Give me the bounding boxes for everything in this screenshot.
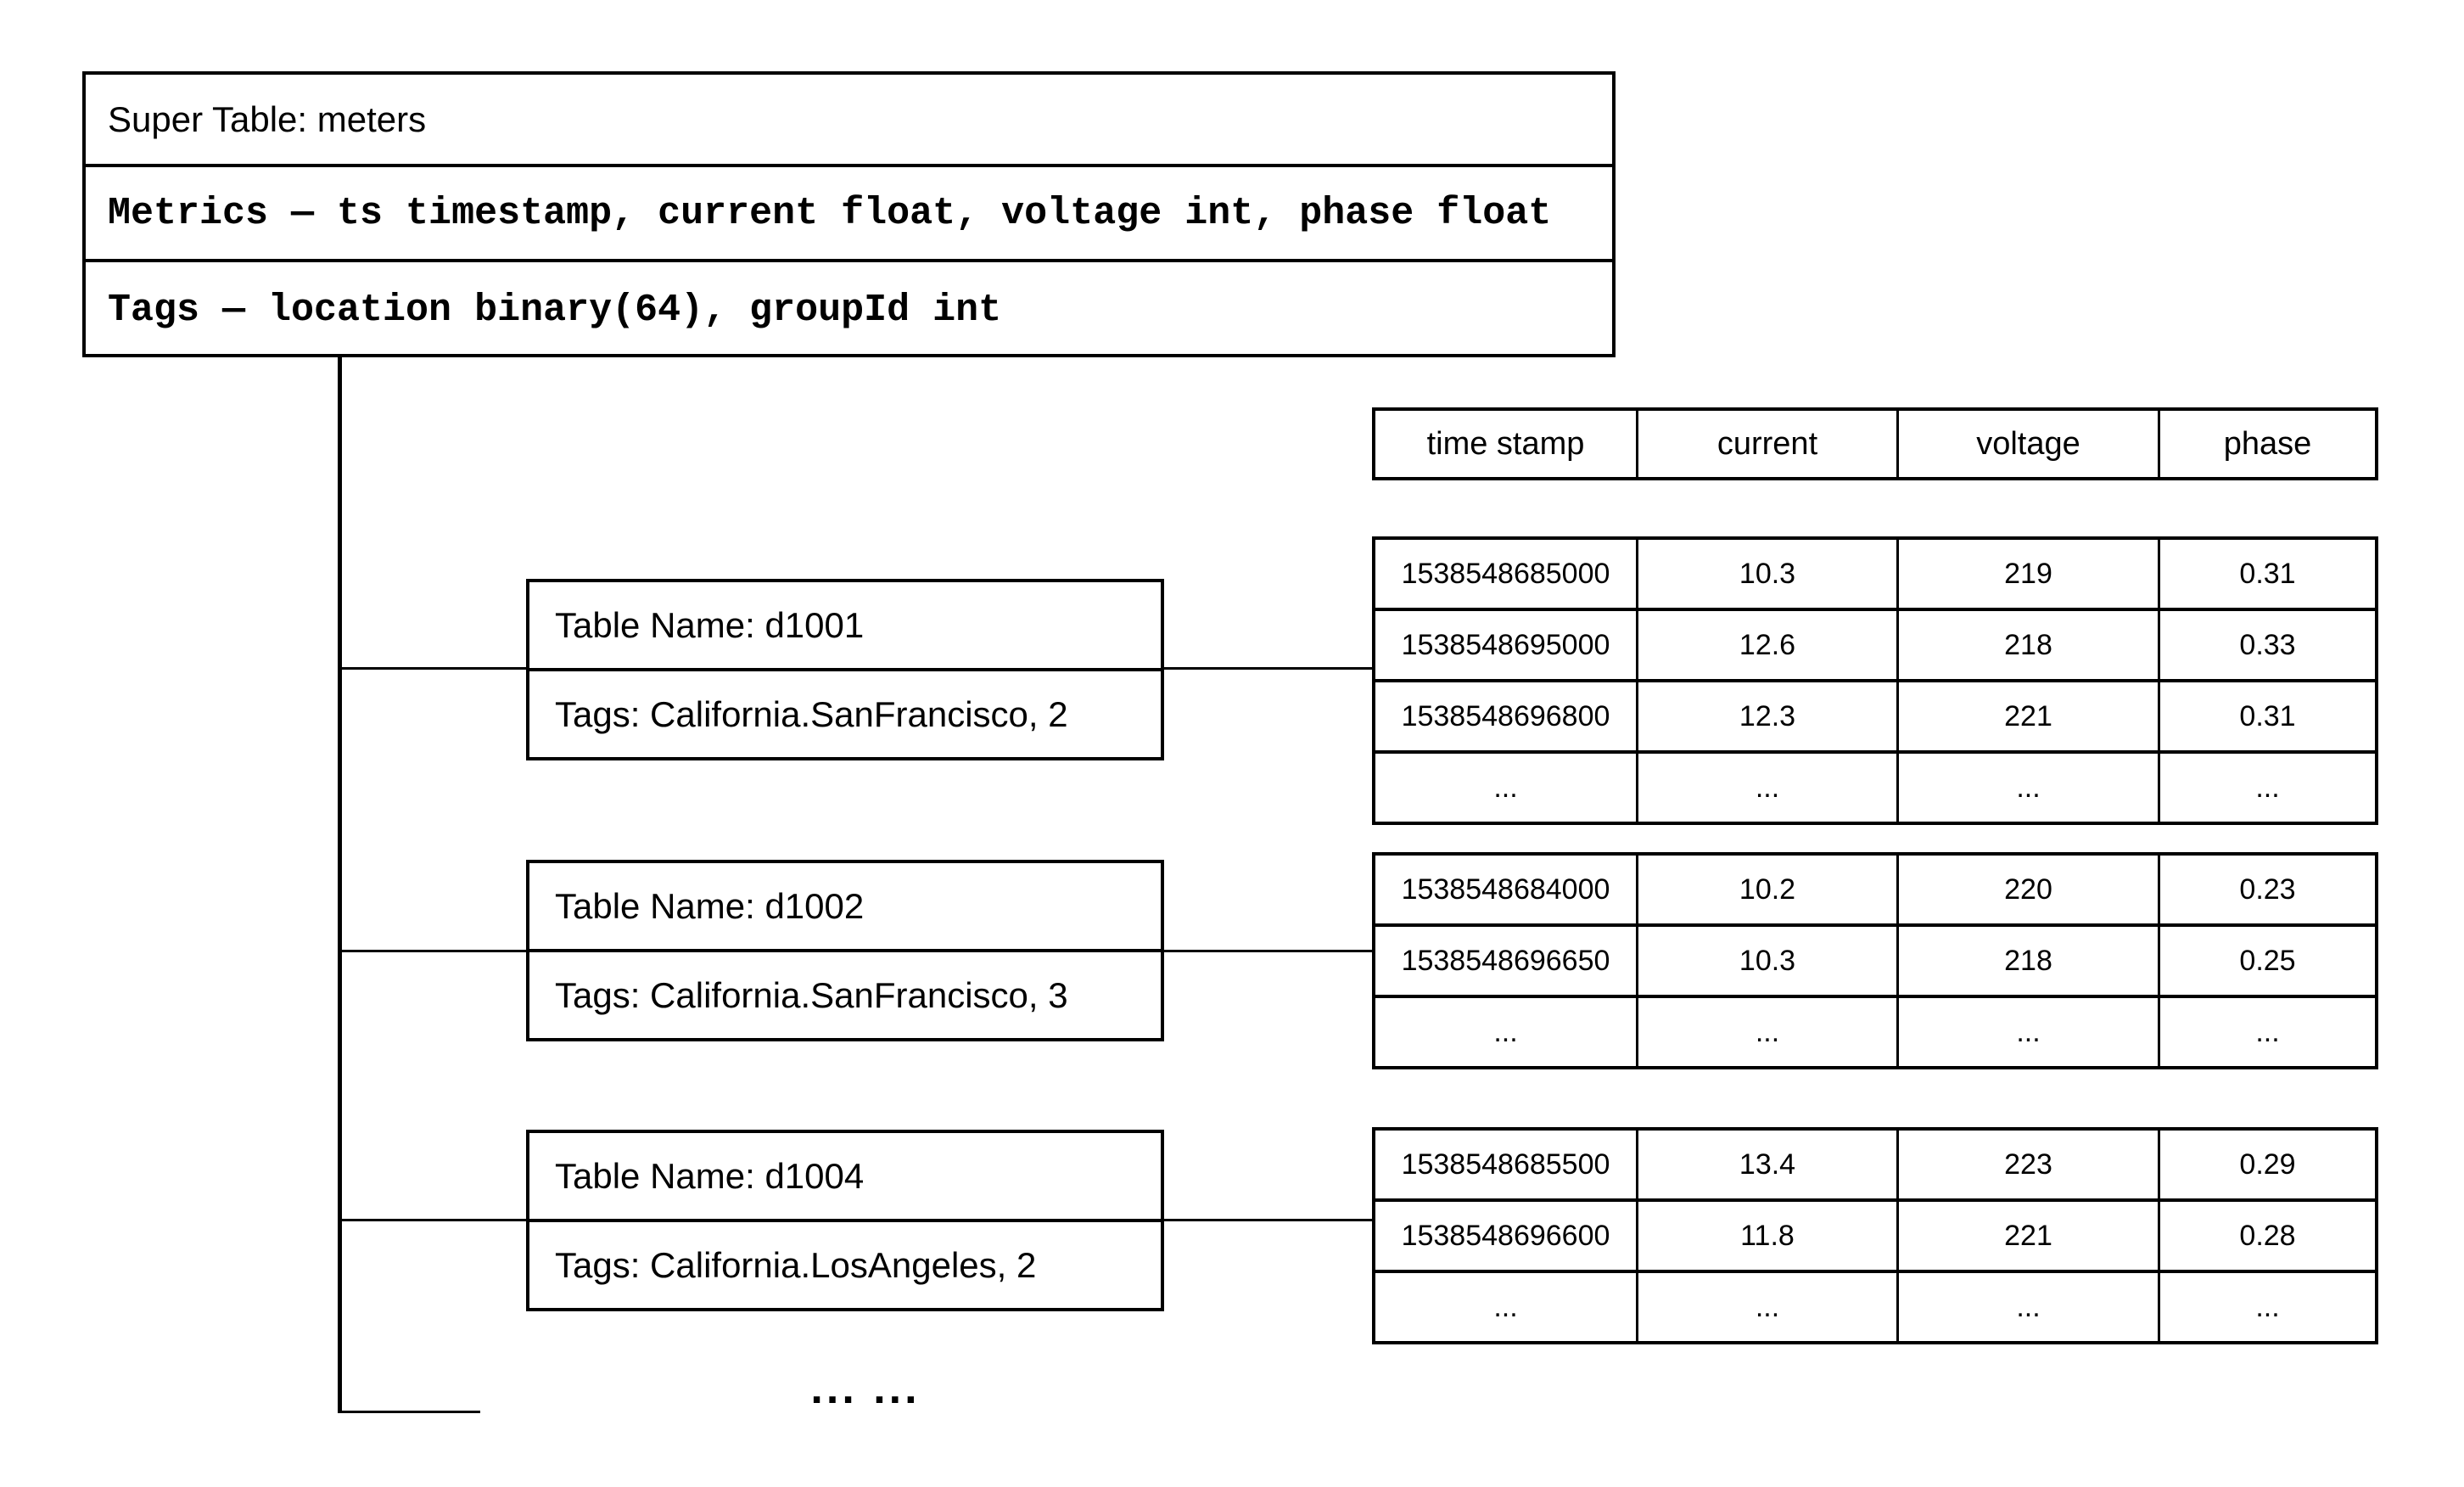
table-row (1375, 856, 2375, 927)
table-cell: 221 (1899, 682, 2160, 750)
data-table-header (1372, 407, 2378, 480)
table-row (1375, 682, 2375, 754)
table-cell: ... (1899, 754, 2160, 822)
super-table-tags: Tags — location binary(64), groupId int (108, 288, 1002, 332)
table-cell: 0.23 (2239, 873, 2296, 906)
table-row (1375, 1202, 2375, 1273)
table-cell: ... (1375, 754, 1638, 822)
table-cell: 11.8 (1638, 1202, 1899, 1270)
table-cell: 13.4 (1638, 1131, 1899, 1198)
data-table-d1001 (1372, 536, 2378, 825)
header-row (1375, 411, 2375, 477)
header-cell-current: current (1638, 411, 1899, 477)
table-cell: 0.29 (2239, 1148, 2296, 1181)
header-cell-time-stamp: time stamp (1375, 411, 1638, 477)
super-table-title: Super Table: meters (86, 75, 1612, 167)
table-cell: 0.31 (2239, 699, 2296, 732)
table-row (1375, 540, 2375, 611)
table-cell: 0.28 (2239, 1219, 2296, 1252)
data-table-d1004 (1372, 1127, 2378, 1344)
table-cell: ... (1638, 998, 1899, 1066)
table-cell: 0.31 (2239, 557, 2296, 590)
table-cell: ... (1638, 754, 1899, 822)
table-cell: 1538548696800 (1375, 682, 1638, 750)
table-cell: 1538548685500 (1375, 1131, 1638, 1198)
subtable-box-d1004 (526, 1130, 1164, 1311)
branch-line-more (340, 1411, 480, 1413)
more-tables-ellipsis: ... ... (810, 1364, 921, 1413)
header-cell-voltage: voltage (1899, 411, 2160, 477)
table-cell: 10.3 (1638, 927, 1899, 995)
table-cell: 10.3 (1638, 540, 1899, 608)
table-cell: ... (2255, 1290, 2280, 1323)
header-cell-phase: phase (2223, 425, 2312, 462)
branch-line-d1004 (340, 1219, 526, 1221)
branch-line-d1001 (340, 667, 526, 670)
table-cell: 221 (1899, 1202, 2160, 1270)
table-cell: 12.3 (1638, 682, 1899, 750)
table-cell: ... (1899, 1273, 2160, 1341)
table-cell: 1538548696650 (1375, 927, 1638, 995)
subtable-tags: Tags: California.LosAngeles, 2 (555, 1244, 1037, 1285)
table-cell: 1538548685000 (1375, 540, 1638, 608)
table-row (1375, 611, 2375, 682)
connector-line-d1004 (1164, 1219, 1372, 1221)
subtable-box-d1001 (526, 579, 1164, 760)
super-table-box (82, 71, 1616, 357)
connector-line-d1001 (1164, 667, 1372, 670)
table-cell: 1538548684000 (1375, 856, 1638, 923)
table-cell: 223 (1899, 1131, 2160, 1198)
table-cell: 10.2 (1638, 856, 1899, 923)
subtable-tags: Tags: California.SanFrancisco, 3 (555, 974, 1068, 1015)
table-cell: ... (2255, 1015, 2280, 1048)
table-row (1375, 1131, 2375, 1202)
table-cell: ... (2255, 771, 2280, 804)
table-cell: 12.6 (1638, 611, 1899, 679)
table-cell: 1538548695000 (1375, 611, 1638, 679)
table-row-ellipsis (1375, 754, 2375, 822)
table-cell: 219 (1899, 540, 2160, 608)
branch-line-d1002 (340, 950, 526, 952)
subtable-name: Table Name: d1001 (529, 582, 1161, 671)
table-row-ellipsis (1375, 1273, 2375, 1341)
table-cell: ... (1375, 1273, 1638, 1341)
table-cell: ... (1899, 998, 2160, 1066)
connector-line-d1002 (1164, 950, 1372, 952)
table-cell: 1538548696600 (1375, 1202, 1638, 1270)
table-cell: 0.25 (2239, 944, 2296, 977)
subtable-name: Table Name: d1004 (529, 1133, 1161, 1222)
table-cell: 0.33 (2239, 628, 2296, 661)
table-cell: ... (1638, 1273, 1899, 1341)
table-cell: 220 (1899, 856, 2160, 923)
super-table-metrics: Metrics — ts timestamp, current float, voltage int, phase float (86, 167, 1612, 262)
table-cell: 218 (1899, 927, 2160, 995)
subtable-name: Table Name: d1002 (529, 863, 1161, 952)
table-cell: ... (1375, 998, 1638, 1066)
hierarchy-trunk-line (338, 357, 342, 1413)
table-row (1375, 927, 2375, 998)
subtable-tags: Tags: California.SanFrancisco, 2 (555, 693, 1068, 734)
table-row-ellipsis (1375, 998, 2375, 1066)
table-cell: 218 (1899, 611, 2160, 679)
subtable-box-d1002 (526, 860, 1164, 1041)
data-table-d1002 (1372, 852, 2378, 1069)
